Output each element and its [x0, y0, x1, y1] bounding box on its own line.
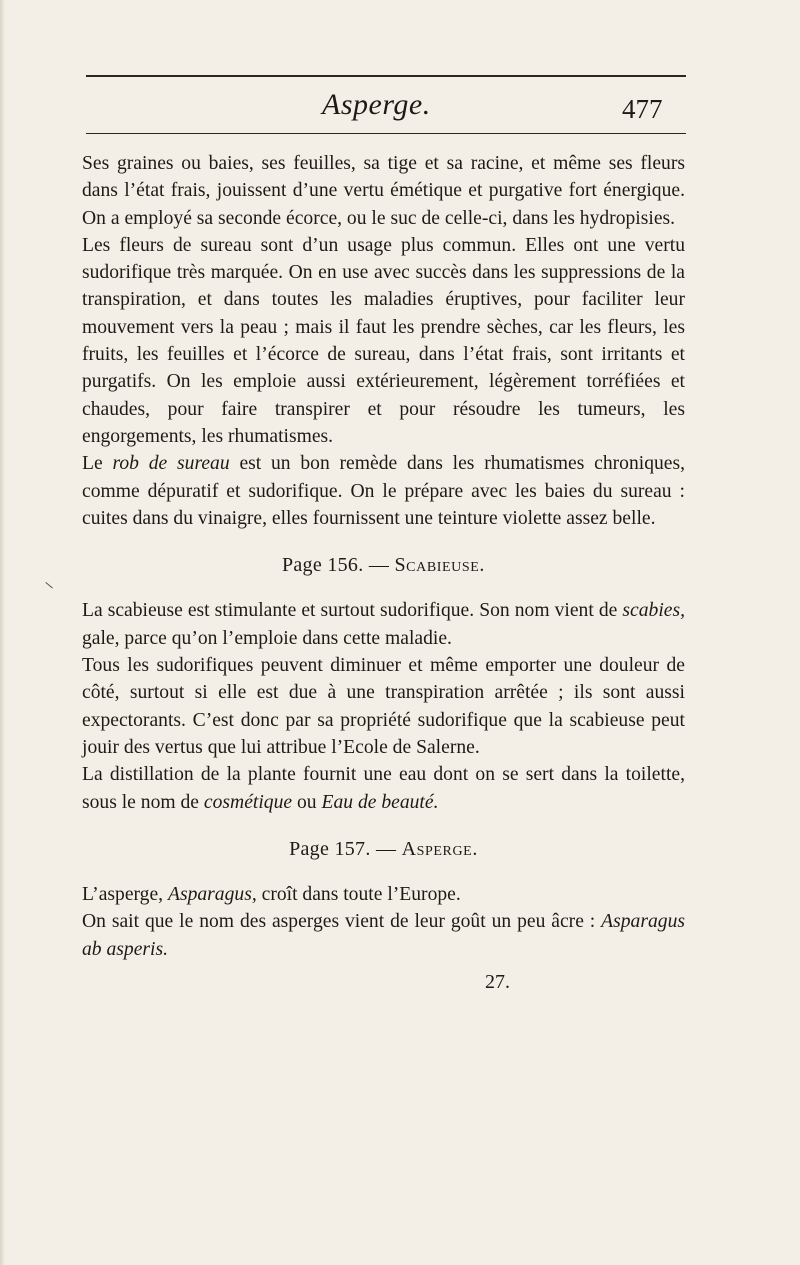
- scabieuse-p3-italic-2: Eau de beauté.: [321, 791, 439, 813]
- paragraph-3: [82, 450, 685, 532]
- asperge-p2-italic: Asparagus ab asperis.: [82, 911, 685, 960]
- running-title: Asperge.: [322, 88, 431, 121]
- scabieuse-p3-italic-1: cosmétique: [203, 791, 293, 813]
- page-header: [0, 88, 800, 128]
- asperge-p2-lead: On sait que le nom des asperges vient de leur goût un peu âcre :: [82, 911, 596, 933]
- paragraph-3-lead: Le: [82, 453, 103, 475]
- scabieuse-p3-mid: ou: [296, 791, 317, 813]
- scabieuse-paragraph-3: [82, 761, 685, 816]
- scabieuse-paragraph-2: Tous les sudorifiques peuvent diminuer et même emporter une douleur de côté, surtout si elle est due à une transpiration arrêtée ; ils sont aussi expectorants. C’est donc par sa propriété sudorifique que la scabieuse peut jouir des vertus que lui attribue l’Ecole de Salerne.: [82, 655, 685, 758]
- asperge-p1-italic: Asparagus,: [167, 884, 257, 906]
- page-number: 477: [622, 94, 663, 124]
- top-rule: [86, 75, 686, 77]
- heading-name: Asperge.: [401, 837, 478, 860]
- scabieuse-p1-rest: gale, parce qu’on l’emploie dans cette maladie.: [82, 627, 452, 649]
- signature-mark: 27.: [485, 971, 510, 994]
- heading-name: Scabieuse.: [394, 554, 486, 577]
- scabieuse-p1-italic: scabies,: [622, 600, 686, 622]
- paragraph-1: Ses graines ou baies, ses feuilles, sa tige et sa racine, et même ses fleurs dans l’état frais, jouissent d’une vertu émétique et purgative fort énergique. On a employé sa seconde écorce, ou le suc de celle-ci, dans les hydropisies.: [82, 153, 685, 229]
- scabieuse-p1-lead: La scabieuse est stimulante et surtout sudorifique. Son nom vient de: [82, 600, 618, 622]
- section-heading-asperge: [82, 836, 685, 863]
- asperge-paragraph-2: [82, 908, 685, 963]
- body-text: [82, 150, 685, 996]
- margin-mark: [46, 582, 56, 590]
- header-rule: [86, 133, 686, 134]
- heading-prefix: Page 157. —: [289, 837, 397, 860]
- paragraph-3-italic: rob de sureau: [112, 453, 230, 475]
- page-edge-shadow: [0, 0, 5, 1265]
- asperge-paragraph-1: [82, 881, 685, 908]
- heading-prefix: Page 156. —: [281, 554, 390, 577]
- asperge-p1-rest: croît dans toute l’Europe.: [261, 884, 461, 906]
- section-heading-scabieuse: [82, 552, 685, 579]
- scabieuse-paragraph-1: [82, 597, 685, 652]
- scabieuse-p3-lead: La distillation de la plante fournit une eau dont on se sert dans la toilette, sous le nom de: [82, 764, 685, 813]
- asperge-p1-lead: L’asperge,: [82, 884, 164, 906]
- paragraph-3-rest: est un bon remède dans les rhumatismes chroniques, comme dépuratif et sudorifique. On le prépare avec les baies du sureau : cuites dans du vinaigre, elles fournissent une teinture violette assez belle.: [82, 453, 686, 529]
- paragraph-2: Les fleurs de sureau sont d’un usage plus commun. Elles ont une vertu sudorifique très marquée. On en use avec succès dans les suppressions de la transpiration, et dans toutes les maladies éruptives, pour faciliter leur mouvement vers la peau ; mais il faut les prendre sèches, car les fleurs, les fruits, les feuilles et l’écorce de sureau, dans l’état frais, sont irritants et purgatifs. On les emploie aussi extérieurement, légèrement torréfiées et chaudes, pour faire transpirer et pour résoudre les tumeurs, les engorgements, les rhumatismes.: [82, 234, 685, 447]
